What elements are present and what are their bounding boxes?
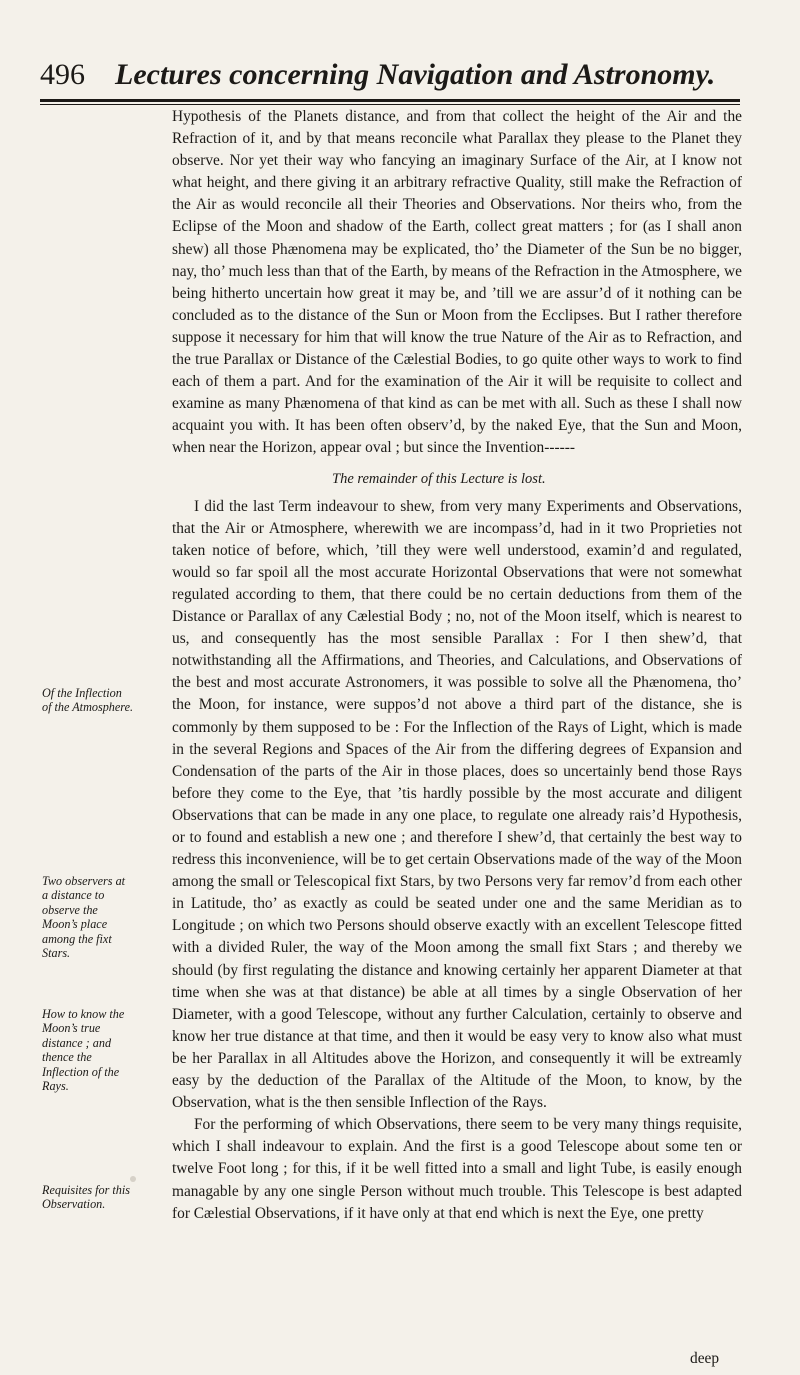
main-text-column bbox=[172, 106, 742, 1225]
catchword: deep bbox=[690, 1350, 720, 1367]
ink-spot bbox=[130, 1176, 136, 1182]
marginal-note-inflection: Of the Inflection of the Atmosphere. bbox=[42, 686, 134, 715]
running-title: Lectures concerning Navigation and Astronomy. bbox=[115, 58, 716, 91]
paragraph-requisites: For the performing of which Observations, there seem to be very many things requisite, which I shall indeavour to explain. And the first is a good Telescope about some ten or twelve Foot long ; for this, if it be well fitted into a small and light Tube, is easily enough managable by any one single Person without much trouble. This Telescope is best adapted for Cælestial Observations, if it have only at that end which is next the Eye, one pretty bbox=[172, 1116, 742, 1222]
marginal-note-requisites: Requisites for this Observation. bbox=[42, 1183, 131, 1212]
remainder-lost-note: The remainder of this Lecture is lost. bbox=[332, 470, 546, 487]
paragraph-inflection: I did the last Term indeavour to shew, from very many Experiments and Observations, that the Air or Atmosphere, wherewith we are incompass’d, had in it two Proprieties not taken notice of before, which, ’till they were well understood, examin’d and regulated, would so far spoil all the most accurate Horizontal Observations that were not somewhat regulated according to them, that there could be no certain deductions from them of the Distance or Parallax of any Cælestial Body ; no, not of the Moon itself, which is nearest to us, and consequently has the most sensible Parallax : For I then shew’d, that notwithstanding all the Affirmations, and Theories, and Calculations, and Observations of the best and most accurate Astronomers, it was possible to solve all the Phænomena, tho’ the Moon, for instance, were suppos’d not above a third part of the distance, she is commonly by them supposed to be : For the Inflection of the Rays of Light, which is made in the several Regions and Spaces of the Air from the differing degrees of Expansion and Condensation of the parts of the Air in those places, does so uncertainly bend those Rays before they come to the Eye, that ’tis hardly possible by the most accurate and diligent Observations that can be made in any one place, to regulate one already rais’d Hypothesis, or to found and establish a new one ; and therefore I shew’d, that certainly the best way to redress this inconvenience, will be to get certain Observations made of the way of the Moon among the small or Telescopical fixt Stars, by two Persons very far remov’d from each other in Latitude, tho’ as exactly as could be seated under one and the same Meridian as to Longitude ; on which two Persons should observe exactly with an excellent Telescope fitted with a divided Ruler, the way of the Moon among the small fixt Stars ; and thereby we should (by first regulating the distance and knowing certainly her apparent Diameter at that time when she was at that distance) be able at all times by a single Observation of her Diameter, with a good Telescope, without any further Calculation, certainly to observe and know her true distance at that time, and then it would be easy very to know also what must be her Parallax in all Altitudes above the Horizon, and consequently it will be extreamly easy by the deduction of the Parallax of the Altitude of the Moon, to know, by the Observation, what is the then sensible Inflection of the Rays. bbox=[172, 497, 742, 1112]
page-header bbox=[40, 58, 740, 92]
continued-paragraph: Hypothesis of the Planets distance, and from that collect the height of the Air and the Refraction of it, and by that means reconcile what Parallax they please to the Planet they observe. Nor yet their way who fancying an imaginary Surface of the Air, at I know not what height, and there giving it an arbitrary refractive Quality, still make the Refraction of the Air as would reconcile all their Theories and Observations. Nor theirs who, from the Eclipse of the Moon and shadow of the Earth, collect great matters ; for (as I shall anon shew) all those Phænomena may be explicated, tho’ the Diameter of the Sun be no bigger, nay, tho’ much less than that of the Earth, by means of the Refraction in the Atmosphere, we being hitherto uncertain how great it may be, and ’till we are assur’d of it nothing can be concluded as to the distance of the Sun or Moon from the Ecclipses. But I rather therefore suppose it necessary for him that will know the true Nature of the Air as to Refraction, and the true Parallax or Distance of the Cælestial Bodies, to go quite other ways to work to find each of them a part. And for the examination of the Air it will be requisite to collect and examine as many Phænomena of that kind as can be met with all. Such as these I shall now acquaint you with. It has been often observ’d, by the naked Eye, that the Sun and Moon, when near the Horizon, appear oval ; but since the Invention------ bbox=[172, 108, 742, 457]
header-rule-thin bbox=[40, 104, 740, 105]
marginal-note-moon-distance: How to know the Moon’s true distance ; and thence the Inflection of the Rays. bbox=[42, 1007, 125, 1094]
page-number: 496 bbox=[40, 58, 85, 91]
header-rule-thick bbox=[40, 99, 740, 102]
marginal-note-two-observers: Two observers at a distance to observe the Moon’s place among the fixt Stars. bbox=[42, 874, 126, 961]
